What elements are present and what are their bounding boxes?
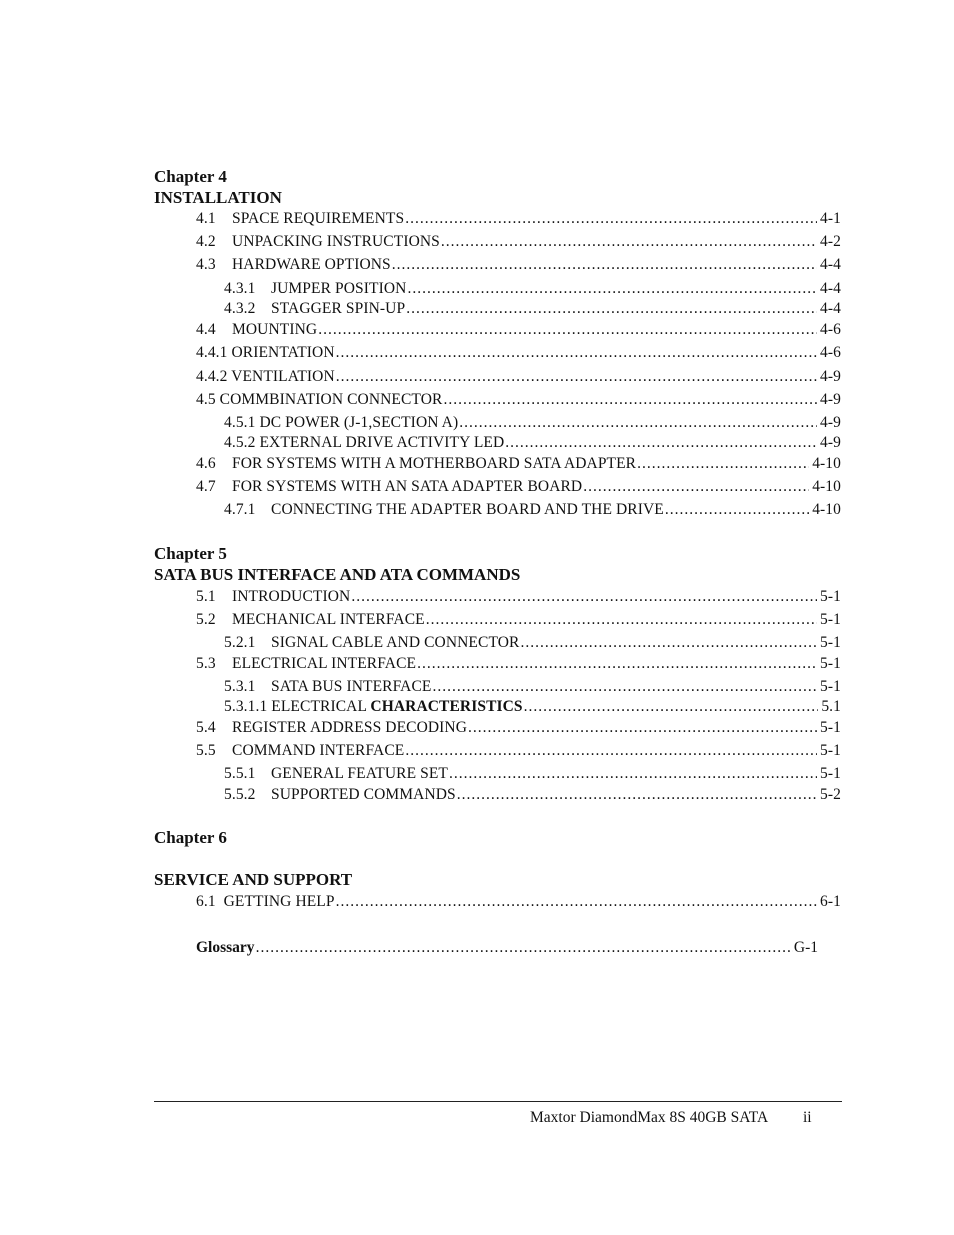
section-title: ELECTRICAL INTERFACE [232,655,417,672]
leader-dots [406,299,817,319]
section-number: 5.2.1 [224,634,256,651]
section-title: 4.5.1 DC POWER (J-1,SECTION A) [224,414,459,431]
page-number: 5-1 [820,765,841,782]
toc-entry [196,320,841,340]
section-title: SATA BUS INTERFACE [271,678,432,695]
page-number: 5-1 [820,611,841,628]
section-number: 4.4 [196,321,216,338]
page-number: 4-10 [812,455,841,472]
toc-entry [196,477,841,497]
toc-entry [196,741,841,761]
section-number: 4.1 [196,210,216,227]
section-title: 4.4.2 VENTILATION [196,368,335,385]
leader-dots [443,390,817,410]
section-title: MOUNTING [232,321,318,338]
page-number: 4-9 [820,434,841,451]
section-title: GENERAL FEATURE SET [271,765,448,782]
chapter-6-title: SERVICE AND SUPPORT [154,870,353,889]
leader-dots [468,718,817,738]
toc-entry [196,390,841,410]
toc-entry [196,209,841,229]
section-number: 5.5.2 [224,786,256,803]
section-number: 4.3.1 [224,280,256,297]
toc-entry [196,255,841,275]
toc-entry [224,500,841,520]
glossary-entry [196,938,818,958]
page-number: 6-1 [820,893,841,910]
page-number: 4-4 [820,280,841,297]
section-number: 4.6 [196,455,216,472]
section-number: 5.2 [196,611,216,628]
chapter-4-label: Chapter 4 [154,167,227,186]
page-number: G-1 [793,939,818,956]
leader-dots [405,741,817,761]
section-number: 5.4 [196,719,216,736]
section-title: JUMPER POSITION [271,280,407,297]
section-title: MECHANICAL INTERFACE [232,611,425,628]
section-number: 4.3.2 [224,300,256,317]
section-number: 5.1 [196,588,216,605]
section-title: 6.1 GETTING HELP [196,893,335,910]
section-number: 4.2 [196,233,216,250]
section-title: COMMAND INTERFACE [232,742,405,759]
page-number: 4-10 [812,478,841,495]
toc-entry [224,279,841,299]
toc-entry [196,610,841,630]
toc-entry [196,343,841,363]
footer-rule [154,1101,842,1102]
section-number: 4.7 [196,478,216,495]
page-number: 5-1 [820,742,841,759]
section-title: 4.5.2 EXTERNAL DRIVE ACTIVITY LED [224,434,505,451]
toc-entry [224,299,841,319]
page-number: 4-2 [820,233,841,250]
section-title: REGISTER ADDRESS DECODING [232,719,468,736]
toc-entry [196,454,841,474]
section-title: STAGGER SPIN-UP [271,300,406,317]
toc-entry [224,677,841,697]
section-title: FOR SYSTEMS WITH AN SATA ADAPTER BOARD [232,478,583,495]
leader-dots [405,209,817,229]
leader-dots [336,892,817,912]
toc-entry [224,764,841,784]
leader-dots [426,610,817,630]
toc-entry [196,367,841,387]
toc-entry [224,785,841,805]
toc-entry [196,232,841,252]
section-number: 5.5 [196,742,216,759]
page-number: 5-2 [820,786,841,803]
page-number: 4-4 [820,256,841,273]
leader-dots [441,232,817,252]
section-title: 4.4.1 ORIENTATION [196,344,335,361]
footer-page-number: ii [803,1109,812,1126]
leader-dots [583,477,809,497]
section-title: INTRODUCTION [232,588,351,605]
toc-entry [224,413,841,433]
chapter-6-label: Chapter 6 [154,828,227,847]
section-title: UNPACKING INSTRUCTIONS [232,233,440,250]
leader-dots [520,633,817,653]
page-number: 4-9 [820,391,841,408]
section-number: 4.7.1 [224,501,256,518]
leader-dots [459,413,817,433]
section-title: CONNECTING THE ADAPTER BOARD AND THE DRIVE [271,501,664,518]
toc-entry [196,587,841,607]
leader-dots [407,279,817,299]
toc-entry [196,654,841,674]
leader-dots [417,654,817,674]
leader-dots [351,587,817,607]
chapter-4-title: INSTALLATION [154,188,282,207]
page-number: 5-1 [820,678,841,695]
toc-entry [196,718,841,738]
leader-dots [457,785,817,805]
chapter-5-title: SATA BUS INTERFACE AND ATA COMMANDS [154,565,521,584]
leader-dots [432,677,817,697]
section-title: HARDWARE OPTIONS [232,256,391,273]
leader-dots [449,764,817,784]
leader-dots [637,454,809,474]
glossary-label: Glossary [196,939,255,956]
leader-dots [336,343,817,363]
page-number: 5-1 [820,634,841,651]
page-number: 4-4 [820,300,841,317]
page-number: 4-6 [820,344,841,361]
page-number: 5.1 [821,698,841,715]
footer-title: Maxtor DiamondMax 8S 40GB SATA [530,1109,769,1126]
section-number: 5.3 [196,655,216,672]
toc-entry [196,892,841,912]
section-number: 5.5.1 [224,765,256,782]
leader-dots [392,255,817,275]
section-title: SPACE REQUIREMENTS [232,210,405,227]
page-number: 4-9 [820,368,841,385]
leader-dots [318,320,817,340]
page-number: 4-1 [820,210,841,227]
page-number: 4-9 [820,414,841,431]
section-number: 5.3.1 [224,678,256,695]
toc-entry [224,633,841,653]
section-title: FOR SYSTEMS WITH A MOTHERBOARD SATA ADAPTER [232,455,637,472]
page-number: 5-1 [820,588,841,605]
page-number: 5-1 [820,719,841,736]
leader-dots [336,367,817,387]
leader-dots [524,697,819,717]
leader-dots [665,500,809,520]
toc-entry [224,433,841,453]
leader-dots [505,433,817,453]
section-title-bold: CHARACTERISTICS [370,698,523,715]
chapter-5-label: Chapter 5 [154,544,227,563]
section-title: 4.5 COMMBINATION CONNECTOR [196,391,443,408]
toc-entry [224,697,841,717]
section-title: SUPPORTED COMMANDS [271,786,456,803]
page-number: 5-1 [820,655,841,672]
page-number: 4-6 [820,321,841,338]
section-title: 5.3.1.1 ELECTRICAL [224,698,367,715]
section-title: SIGNAL CABLE AND CONNECTOR [271,634,520,651]
section-number: 4.3 [196,256,216,273]
page-number: 4-10 [812,501,841,518]
leader-dots [256,938,793,958]
